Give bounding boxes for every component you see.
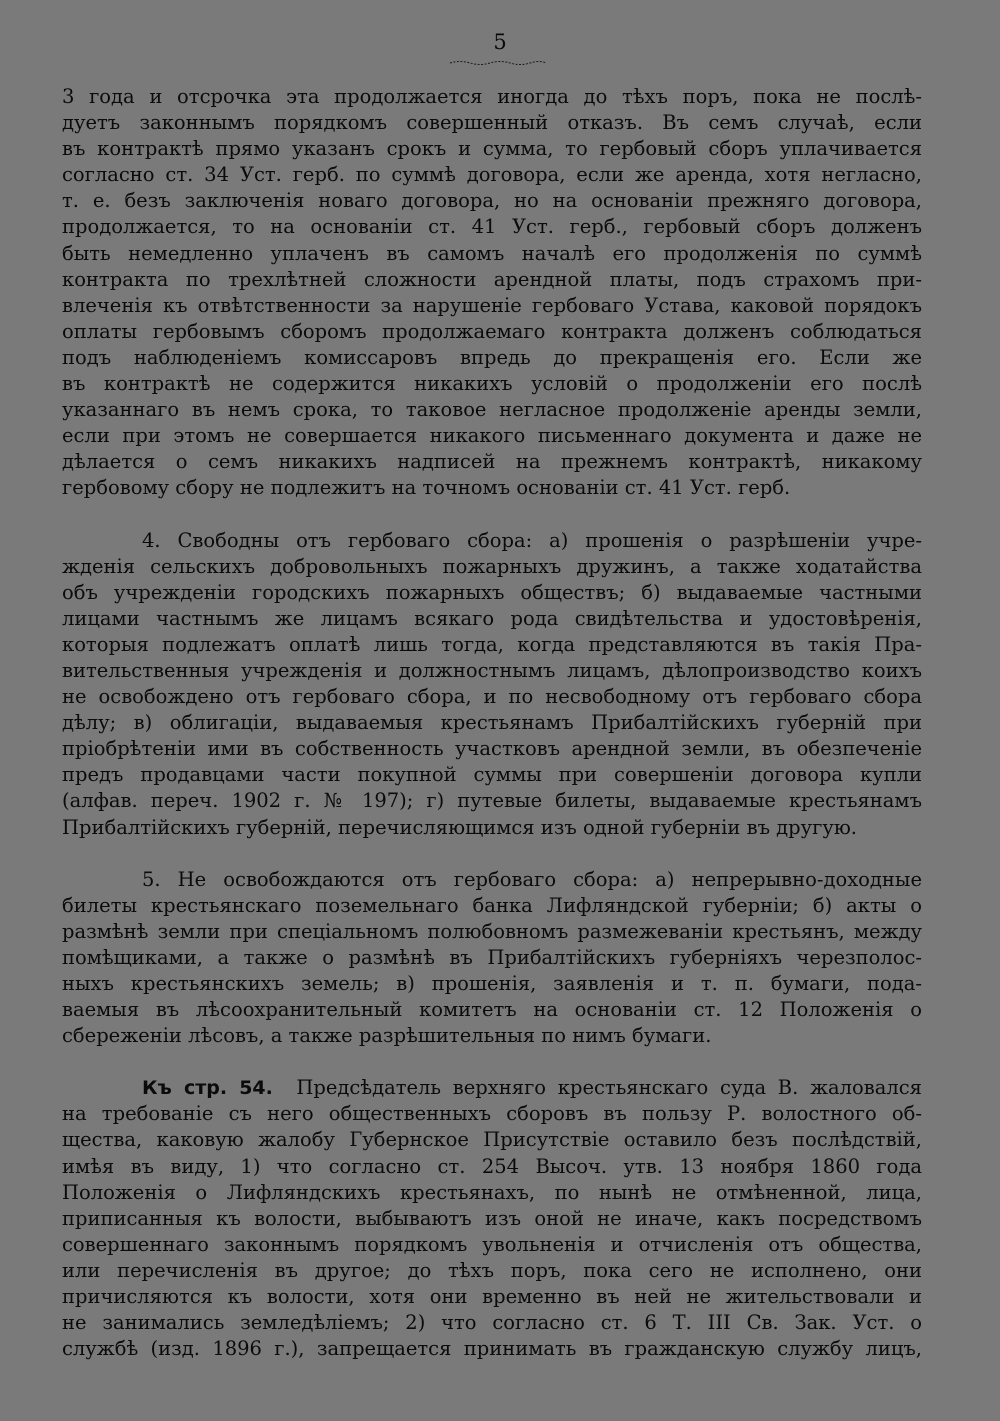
text-line: имѣя въ виду, 1) что согласно ст. 254 Высоч. утв. 13 ноября 1860 года: [62, 1154, 922, 1178]
text-line: въ контрактѣ прямо указанъ срокъ и сумма, то гербовый сборъ уплачивается: [62, 137, 922, 161]
text-span: Предсѣдатель верхняго крестьянскаго суда В. жаловался: [296, 1076, 922, 1100]
text-line: не освобождено отъ гербоваго сбора, и по несвободному отъ гербоваго сбора: [62, 685, 922, 709]
text-line: пріобрѣтеніи ими въ собственность участковъ арендной земли, въ обезпеченіе: [62, 737, 922, 761]
text-line: 5. Не освобождаются отъ гербоваго сбора: а) непрерывно-доходные: [142, 867, 922, 891]
text-line: сбереженіи лѣсовъ, а также разрѣшительныя по нимъ бумаги.: [62, 1024, 712, 1048]
text-line: дѣлается о семъ никакихъ надписей на прежнемъ контрактѣ, никакому: [62, 450, 922, 474]
text-line: (алфав. переч. 1902 г. № 197); г) путевые билеты, выдаваемые крестьянамъ: [62, 789, 922, 813]
text-line: подъ наблюденіемъ комиссаровъ впредь до прекращенія его. Если же: [62, 345, 922, 369]
text-line: контракта по трехлѣтней сложности арендной платы, подъ страхомъ при-: [62, 267, 922, 291]
text-line: т. е. безъ заключенія новаго договора, но на основаніи прежняго договора,: [62, 189, 922, 213]
text-line: билеты крестьянскаго поземельнаго банка Лифляндской губерніи; б) акты о: [62, 893, 922, 917]
text-line: размѣнѣ земли при спеціальномъ полюбовномъ размежеваніи крестьянъ, между: [62, 919, 922, 943]
text-line: щества, каковую жалобу Губернское Присутствіе оставило безъ послѣдствій,: [62, 1128, 922, 1152]
paragraph-gap: [62, 841, 922, 867]
paragraph-1: [62, 84, 922, 502]
text-line: объ учрежденіи городскихъ пожарныхъ обществъ; б) выдаваемые частными: [62, 580, 922, 604]
text-line: предъ продавцами части покупной суммы при совершеніи договора купли: [62, 763, 922, 787]
text-line: гербовому сбору не подлежитъ на точномъ основаніи ст. 41 Уст. герб.: [62, 476, 791, 500]
text-line: службѣ (изд. 1896 г.), запрещается принимать въ гражданскую службу лицъ,: [62, 1337, 922, 1361]
text-line: 3 года и отсрочка эта продолжается иногда до тѣхъ поръ, пока не послѣ-: [62, 85, 922, 108]
text-line: помѣщиками, а также о размѣнѣ въ Прибалтійскихъ губерніяхъ черезполос-: [62, 945, 922, 969]
text-line: если при этомъ не совершается никакого письменнаго документа и даже не: [62, 424, 922, 448]
text-line: согласно ст. 34 Уст. герб. по суммѣ договора, если же аренда, хотя негласно,: [62, 163, 922, 187]
ornament-divider: [448, 60, 548, 66]
text-line: продолжается, то на основаніи ст. 41 Уст. герб., гербовый сборъ долженъ: [62, 215, 922, 239]
text-line: оплаты гербовымъ сборомъ продолжаемаго контракта долженъ соблюдаться: [62, 319, 922, 343]
text-line: не занимались земледѣліемъ; 2) что согласно ст. 6 Т. III Св. Зак. Уст. о: [62, 1311, 922, 1335]
paragraph-gap: [62, 1049, 922, 1075]
text-line: которыя подлежатъ оплатѣ лишь тогда, когда представляются въ такія Пра-: [62, 632, 922, 656]
text-line: ваемыя въ лѣсоохранительный комитетъ на основаніи ст. 12 Положенія о: [62, 998, 922, 1022]
page-number: 5: [493, 30, 507, 54]
text-line: въ контрактѣ не содержится никакихъ условій о продолженіи его послѣ: [62, 372, 922, 396]
text-line: 4. Свободны отъ гербоваго сбора: а) прошенія о разрѣшеніи учре-: [142, 528, 922, 552]
text-line: причисляются къ волости, хотя они временно въ ней не жительствовали и: [62, 1285, 922, 1309]
text-line: дуетъ законнымъ порядкомъ совершенный отказъ. Въ семъ случаѣ, если: [62, 111, 922, 135]
text-line: Положенія о Лифляндскихъ крестьянахъ, по нынѣ не отмѣненной, лица,: [62, 1180, 922, 1204]
text-line: совершеннаго законнымъ порядкомъ увольненія и отчисленія отъ общества,: [62, 1232, 922, 1256]
text-line: влеченія къ отвѣтственности за нарушеніе гербоваго Устава, каковой порядокъ: [62, 293, 922, 317]
text-line: Прибалтійскихъ губерній, перечисляющимся изъ одной губерніи въ другую.: [62, 815, 858, 839]
text-line: или перечисленія въ другое; до тѣхъ поръ, пока сего не исполнено, они: [62, 1258, 922, 1282]
text-line: ныхъ крестьянскихъ земель; в) прошенія, заявленія и т. п. бумаги, пода-: [62, 972, 922, 995]
text-line: приписанныя къ волости, выбываютъ изъ оной не иначе, какъ посредствомъ: [62, 1206, 922, 1230]
body-text: [62, 84, 922, 1362]
text-line: лицами частнымъ же лицамъ всякаго рода свидѣтельства и удостовѣренія,: [62, 606, 922, 630]
text-line: на требованіе съ него общественныхъ сборовъ въ пользу Р. волостного об-: [62, 1102, 922, 1126]
paragraph-4: [62, 1075, 922, 1362]
text-line: жденія сельскихъ добровольныхъ пожарныхъ дружинъ, а также ходатайства: [62, 554, 922, 578]
text-line: указаннаго въ немъ срока, то таковое негласное продолженіе аренды земли,: [62, 398, 922, 422]
text-line: [62, 1075, 922, 1101]
text-line: вительственныя учрежденія и должностнымъ лицамъ, дѣлопроизводство коихъ: [62, 658, 922, 682]
text-line: быть немедленно уплаченъ въ самомъ началѣ его продолженія по суммѣ: [62, 241, 922, 265]
paragraph-3: [62, 867, 922, 1050]
text-line: дѣлу; в) облигаціи, выдаваемыя крестьянамъ Прибалтійскихъ губерній при: [62, 711, 922, 735]
section-heading: Къ стр. 54.: [142, 1077, 273, 1100]
paragraph-2: [62, 528, 922, 841]
paragraph-gap: [62, 502, 922, 528]
